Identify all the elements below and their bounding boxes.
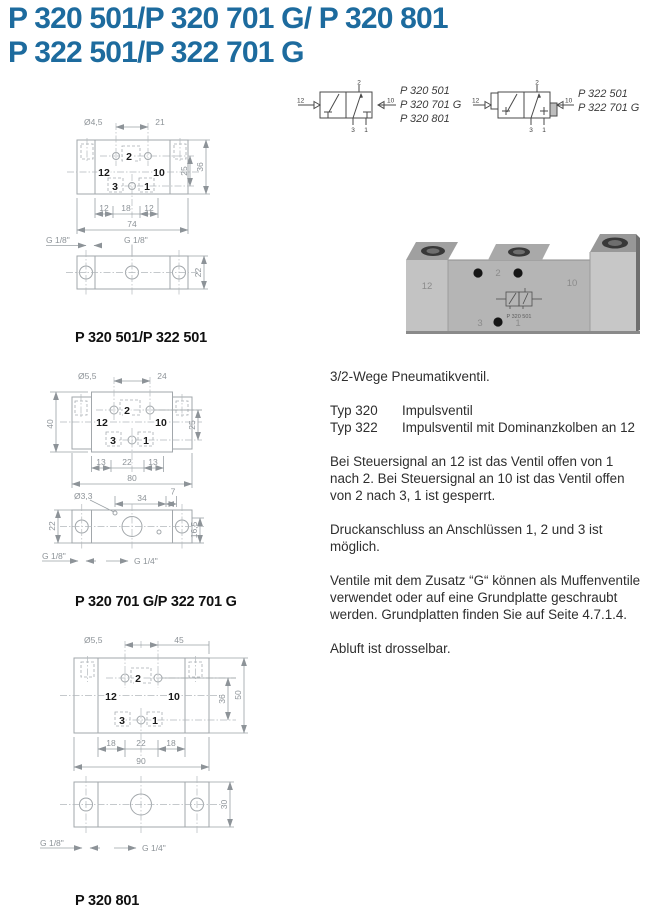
symbol-port-10: 10 xyxy=(387,97,395,105)
page-title-line2: P 322 501/P 322 701 G xyxy=(8,36,304,69)
dim-22: 22 xyxy=(136,738,146,748)
port-2: 2 xyxy=(124,405,130,417)
engraved-model: P 320 501 xyxy=(506,314,532,320)
thread-left: G 1/8" xyxy=(40,838,64,848)
dim-90: 90 xyxy=(136,756,146,766)
engraved-10: 10 xyxy=(566,278,578,289)
symbol-port-2: 2 xyxy=(357,80,361,87)
symbol-port-1: 1 xyxy=(364,127,368,134)
desc-g-variant: Ventile mit dem Zusatz “G“ können als Muffenventile verwendet oder auf eine Grundplatte geschraubt werden. Grundplatten finden Sie auf Seite 4.7.1.4. xyxy=(330,573,641,622)
drawing-p320701g xyxy=(34,366,294,576)
symbol-port-2: 2 xyxy=(535,80,539,87)
desc-signal: Bei Steuersignal an 12 ist das Ventil offen von 1 nach 2. Bei Steuersignal an 10 ist das Ventil offen von 2 nach 3, 1 ist gesperrt. xyxy=(330,454,625,503)
dim-18: 18 xyxy=(121,203,131,213)
model-label: P 320 801 xyxy=(400,113,450,125)
port-3: 3 xyxy=(110,435,116,447)
dim-22: 22 xyxy=(193,267,203,278)
dim-34: 34 xyxy=(137,493,147,503)
dim-18a: 18 xyxy=(106,738,116,748)
thread-center: G 1/8" xyxy=(124,235,148,245)
drawing-p320501 xyxy=(42,110,292,310)
type-label: Typ 320 xyxy=(330,403,378,418)
dim-12b: 12 xyxy=(144,203,154,213)
symbol-320-models xyxy=(400,84,461,126)
dim-dia: Ø5,5 xyxy=(78,371,97,381)
dim-dia: Ø5,5 xyxy=(84,635,103,645)
symbol-322-models xyxy=(578,87,639,115)
dim-13a: 13 xyxy=(96,457,106,467)
symbol-port-12: 12 xyxy=(472,97,480,105)
desc-exhaust: Abluft ist drosselbar. xyxy=(330,641,451,656)
engraved-12: 12 xyxy=(421,281,433,292)
type-row-322 xyxy=(330,419,646,436)
port-10: 10 xyxy=(168,691,180,703)
dim-18b: 18 xyxy=(166,738,176,748)
page-title-line1: P 320 501/P 320 701 G/ P 320 801 xyxy=(8,2,448,35)
port-3: 3 xyxy=(112,181,118,193)
page-title xyxy=(8,2,448,70)
dim-25: 25 xyxy=(187,420,197,430)
dim-45: 45 xyxy=(174,635,184,645)
port-12: 12 xyxy=(96,417,108,429)
type-text: Impulsventil mit Dominanzkolben an 12 xyxy=(402,420,635,435)
dim-22: 22 xyxy=(122,457,132,467)
valve-symbol-322 xyxy=(468,80,580,134)
dim-16-5: 16,5 xyxy=(189,521,199,539)
port-3: 3 xyxy=(119,715,125,727)
desc-pressure: Druckanschluss an Anschlüssen 1, 2 und 3 ist möglich. xyxy=(330,522,603,554)
port-12: 12 xyxy=(105,691,117,703)
port-10: 10 xyxy=(155,417,167,429)
description-block xyxy=(330,368,646,674)
caption-fig3: P 320 801 xyxy=(75,893,140,909)
dim-30: 30 xyxy=(219,799,229,810)
dim-74: 74 xyxy=(127,219,137,229)
thread-left: G 1/8" xyxy=(42,551,66,561)
valve-symbol-320-drawing xyxy=(298,85,396,125)
symbol-port-10: 10 xyxy=(565,97,573,105)
dim-22-side: 22 xyxy=(47,521,57,531)
caption-fig2: P 320 701 G/P 322 701 G xyxy=(75,594,237,610)
fig3-top-view xyxy=(60,641,236,757)
port-12: 12 xyxy=(98,167,110,179)
port-1: 1 xyxy=(144,181,150,193)
port-1: 1 xyxy=(143,435,149,447)
port-1: 1 xyxy=(152,715,158,727)
dim-50: 50 xyxy=(233,690,243,700)
caption-fig1: P 320 501/P 322 501 xyxy=(75,330,207,346)
product-photo xyxy=(400,230,640,342)
dim-7: 7 xyxy=(170,486,176,497)
dim-12a: 12 xyxy=(99,203,109,213)
dim-24: 24 xyxy=(157,371,167,381)
thread-center: G 1/4" xyxy=(134,556,158,566)
engraved-3: 3 xyxy=(477,318,483,329)
dim-36: 36 xyxy=(217,694,227,704)
dim-dia-small: Ø3,3 xyxy=(74,491,93,501)
fig3-dimensions xyxy=(74,641,248,771)
thread-left: G 1/8" xyxy=(46,235,70,245)
symbol-port-12: 12 xyxy=(297,97,305,105)
model-label: P 320 701 G xyxy=(400,99,462,111)
fig3-side-view xyxy=(40,776,234,853)
symbol-port-3: 3 xyxy=(351,127,355,134)
port-10: 10 xyxy=(153,167,165,179)
desc-intro: 3/2-Wege Pneumatikventil. xyxy=(330,369,490,384)
symbol-port-1: 1 xyxy=(542,127,546,134)
valve-symbol-320 xyxy=(292,80,402,134)
thread-center: G 1/4" xyxy=(142,843,166,853)
engraved-2: 2 xyxy=(495,268,501,279)
model-label: P 322 501 xyxy=(578,88,628,100)
dim-dia: Ø4,5 xyxy=(84,117,103,127)
port-2: 2 xyxy=(126,151,132,163)
engraved-1: 1 xyxy=(515,318,521,329)
dim-21: 21 xyxy=(155,117,165,127)
dim-36: 36 xyxy=(195,162,205,172)
dim-25: 25 xyxy=(179,166,189,176)
type-row-320 xyxy=(330,402,646,419)
model-label: P 322 701 G xyxy=(578,102,640,114)
dim-40: 40 xyxy=(45,419,55,429)
dim-13b: 13 xyxy=(148,457,158,467)
drawing-p320801 xyxy=(36,630,296,880)
symbol-port-3: 3 xyxy=(529,127,533,134)
type-table xyxy=(330,402,646,436)
type-text: Impulsventil xyxy=(402,403,473,418)
fig2-side-view xyxy=(42,487,204,567)
valve-symbol-322-drawing xyxy=(473,85,574,125)
port-2: 2 xyxy=(135,673,141,685)
type-label: Typ 322 xyxy=(330,420,378,435)
dim-80: 80 xyxy=(127,473,137,483)
model-label: P 320 501 xyxy=(400,85,450,97)
fig1-side-view xyxy=(46,235,208,296)
